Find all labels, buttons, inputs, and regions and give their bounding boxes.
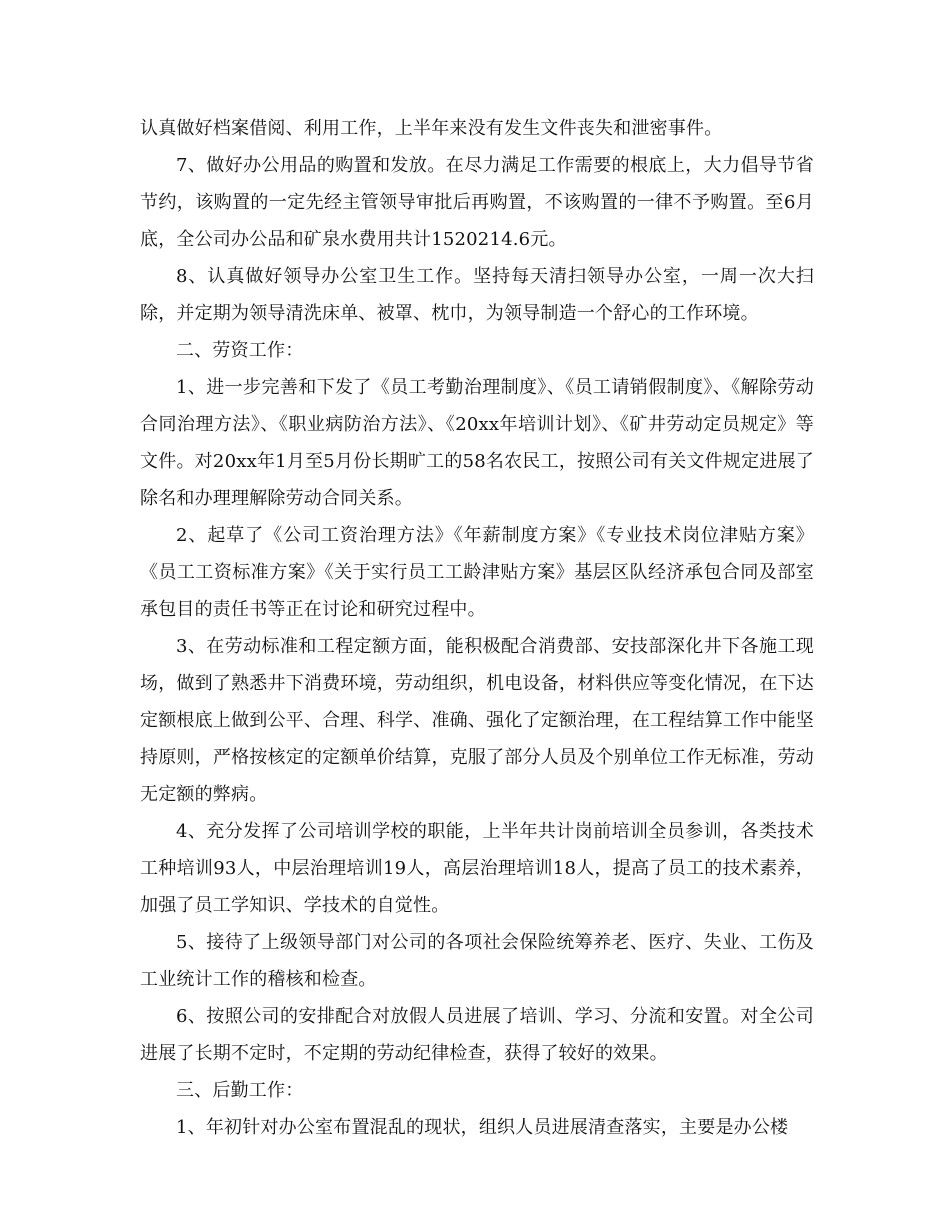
paragraph-leave-staff: 6、按照公司的安排配合对放假人员进展了培训、学习、分流和安置。对全公司进展了长期不定时，不定期的劳动纪律检查，获得了较好的效果。 [140,1006,814,1064]
paragraph-social-insurance: 5、接待了上级领导部门对公司的各项社会保险统筹养老、医疗、失业、工伤及工业统计工作的稽核和检查。 [140,932,814,990]
document-body [140,110,814,1146]
section-heading-logistics: 三、后勤工作： [176,1080,304,1101]
paragraph-office-cleaning: 8、认真做好领导办公室卫生工作。坚持每天清扫领导办公室，一周一次大扫除，并定期为领导清洗床单、被罩、枕巾，为领导制造一个舒心的工作环境。 [140,266,814,324]
paragraph-training: 4、充分发挥了公司培训学校的职能，上半年共计岗前培训全员参训，各类技术工种培训93人，中层治理培训19人，高层治理培训18人，提高了员工的技术素养，加强了员工学知识、学技术的自觉性。 [140,821,814,916]
paragraph-office-supplies: 7、做好办公用品的购置和发放。在尽力满足工作需要的根底上，大力倡导节省节约，该购置的一定先经主管领导审批后再购置，不该购置的一律不予购置。至6月底，全公司办公品和矿泉水费用共计1520214.6元。 [140,155,814,250]
section-heading-labor: 二、劳资工作： [176,340,304,361]
paragraph-salary-drafts: 2、起草了《公司工资治理方法》《年薪制度方案》《专业技术岗位津贴方案》《员工工资标准方案》《关于实行员工工龄津贴方案》基层区队经济承包合同及部室承包目的责任书等正在讨论和研究过程中。 [140,525,814,620]
paragraph-archive-borrowing: 认真做好档案借阅、利用工作，上半年来没有发生文件丧失和泄密事件。 [140,118,723,139]
paragraph-labor-regulations: 1、进一步完善和下发了《员工考勤治理制度》、《员工请销假制度》、《解除劳动合同治理方法》、《职业病防治方法》、《20xx年培训计划》、《矿井劳动定员规定》等文件。对20xx年1月至5月份长期旷工的58名农民工，按照公司有关文件规定进展了除名和办理理解除劳动合同关系。 [140,377,814,509]
paragraph-labor-standards: 3、在劳动标准和工程定额方面，能积极配合消费部、安技部深化井下各施工现场，做到了熟悉井下消费环境，劳动组织，机电设备，材料供应等变化情况，在下达定额根底上做到公平、合理、科学、准确、强化了定额治理，在工程结算工作中能坚持原则，严格按核定的定额单价结算，克服了部分人员及个别单位工作无标准，劳动无定额的弊病。 [140,636,814,805]
paragraph-office-layout: 1、年初针对办公室布置混乱的现状，组织人员进展清查落实，主要是办公楼 [176,1117,789,1138]
